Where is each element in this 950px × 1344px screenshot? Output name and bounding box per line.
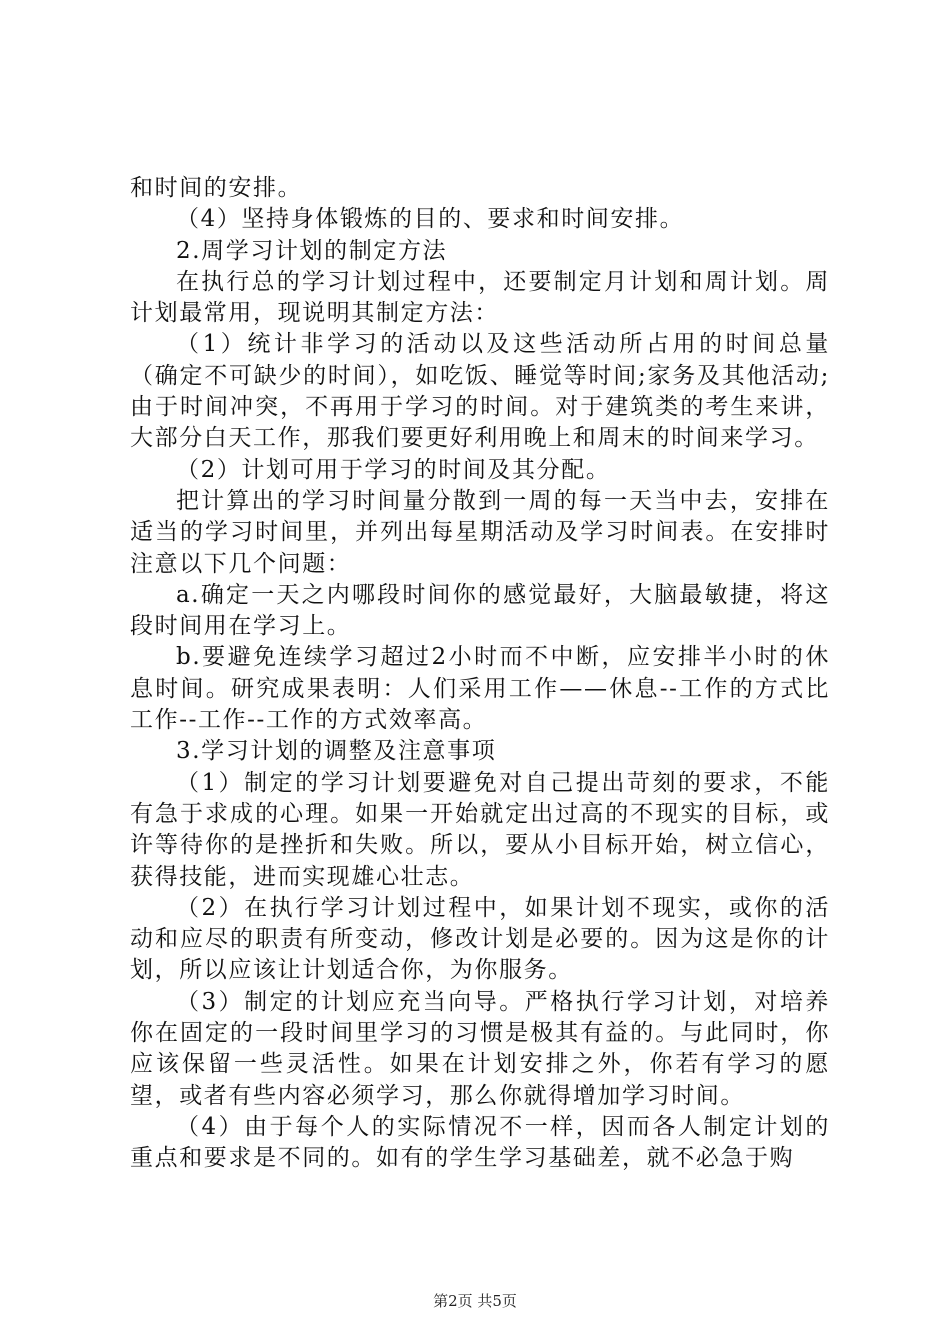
page-footer: 第2页 共5页 [433, 1292, 517, 1310]
paragraph-8: a.确定一天之内哪段时间你的感觉最好，大脑最敏捷，将这段时间用在学习上。 [130, 581, 830, 640]
paragraph-6: （2）计划可用于学习的时间及其分配。 [176, 456, 611, 483]
section-heading-weekly-plan: 2.周学习计划的制定方法 [176, 237, 448, 264]
paragraph-14: （4）由于每个人的实际情况不一样，因而各人制定计划的重点和要求是不同的。如有的学生学习基础差，就不必急于购 [130, 1113, 830, 1172]
paragraph-12: （2）在执行学习计划过程中，如果计划不现实，或你的活动和应尽的职责有所变动，修改计划是必要的。因为这是你的计划，所以应该让计划适合你，为你服务。 [130, 894, 830, 984]
paragraph-11: （1）制定的学习计划要避免对自己提出苛刻的要求，不能有急于求成的心理。如果一开始就定出过高的不现实的目标，或许等待你的是挫折和失败。所以，要从小目标开始，树立信心，获得技能，进而实现雄心壮志。 [130, 769, 830, 890]
paragraph-1: 和时间的安排。 [130, 175, 303, 201]
paragraph-5: （1）统计非学习的活动以及这些活动所占用的时间总量（确定不可缺少的时间），如吃饭、睡觉等时间;家务及其他活动;由于时间冲突，不再用于学习的时间。对于建筑类的考生来讲，大部分白天工作，那我们要更好利用晚上和周末的时间来学习。 [130, 331, 830, 452]
paragraph-13: （3）制定的计划应充当向导。严格执行学习计划，对培养你在固定的一段时间里学习的习惯是极其有益的。与此同时，你应该保留一些灵活性。如果在计划安排之外，你若有学习的愿望，或者有些内容必须学习，那么你就得增加学习时间。 [130, 988, 830, 1109]
paragraph-7: 把计算出的学习时间量分散到一周的每一天当中去，安排在适当的学习时间里，并列出每星期活动及学习时间表。在安排时注意以下几个问题： [130, 487, 830, 577]
paragraph-4: 在执行总的学习计划过程中，还要制定月计划和周计划。周计划最常用，现说明其制定方法： [130, 268, 830, 327]
paragraph-2: （4）坚持身体锻炼的目的、要求和时间安排。 [176, 206, 685, 233]
section-heading-adjustment: 3.学习计划的调整及注意事项 [176, 738, 497, 765]
document-body [130, 173, 830, 1175]
paragraph-9: b.要避免连续学习超过2小时而不中断，应安排半小时的休息时间。研究成果表明：人们采用工作——休息--工作的方式比工作--工作--工作的方式效率高。 [130, 644, 830, 734]
